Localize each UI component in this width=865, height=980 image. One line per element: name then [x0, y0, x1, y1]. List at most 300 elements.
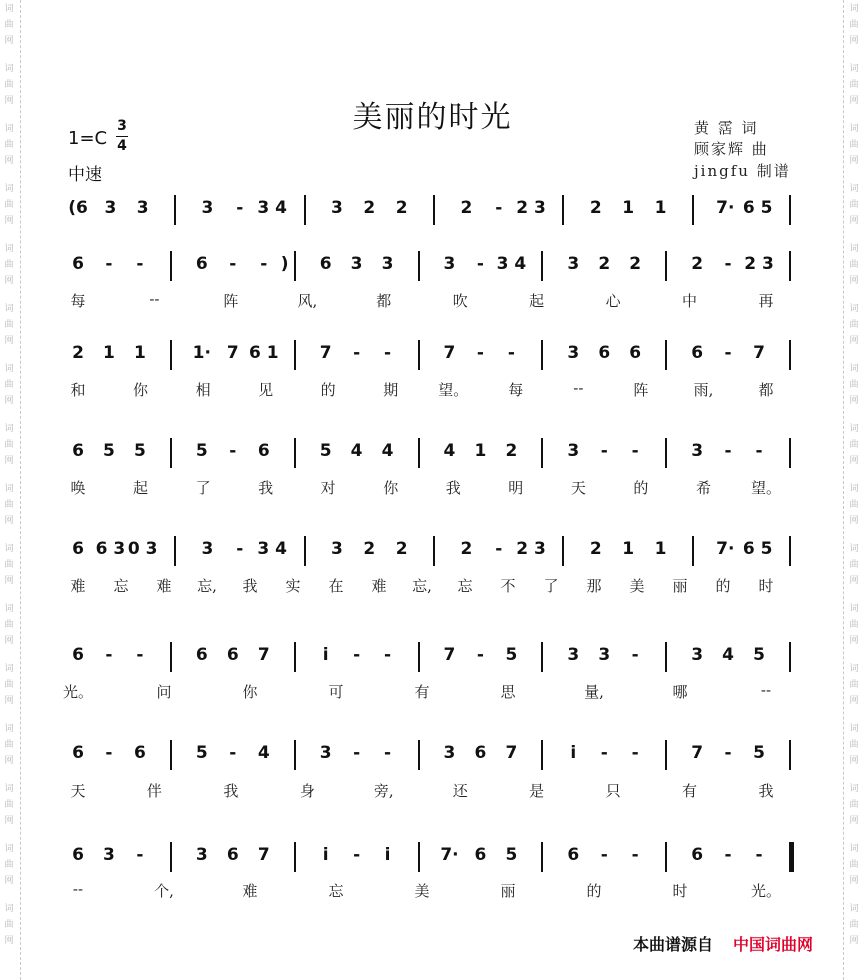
note: 3: [350, 254, 363, 274]
note: -: [476, 645, 484, 665]
note: 5: [505, 845, 518, 865]
watermark-glyph: 曲: [849, 20, 859, 30]
watermark-glyph: 曲: [4, 20, 14, 30]
watermark-glyph: 网: [849, 96, 859, 106]
watermark-glyph: 词: [4, 184, 14, 194]
watermark-glyph: 曲: [849, 500, 859, 510]
watermark-glyph: 网: [4, 456, 14, 466]
note: 6: [226, 645, 239, 665]
lyricist-credit: 黄 霑 词: [694, 119, 759, 137]
watermark-glyph: 词: [4, 544, 14, 554]
watermark-glyph: 网: [849, 756, 859, 766]
lyric: 我: [242, 577, 258, 595]
note: 6: [567, 845, 580, 865]
watermark-glyph: 词: [4, 124, 14, 134]
note: -: [495, 198, 503, 218]
watermark-glyph: 网: [4, 396, 14, 406]
barline: [294, 842, 296, 872]
note: 3: [319, 743, 332, 763]
watermark-glyph: 曲: [849, 80, 859, 90]
note: 2: [589, 198, 602, 218]
watermark-glyph: 曲: [849, 920, 859, 930]
lyric: 还: [452, 782, 468, 800]
note: i: [322, 645, 329, 665]
note: i: [384, 845, 391, 865]
note: 3: [567, 254, 580, 274]
site-link[interactable]: 中国词曲网: [733, 935, 814, 954]
note: 2 3: [516, 539, 546, 559]
note: 6: [629, 343, 642, 363]
lyric: --: [760, 681, 772, 699]
watermark-glyph: 网: [849, 156, 859, 166]
barline: [294, 642, 296, 672]
note: 4: [350, 441, 363, 461]
barline: [170, 740, 172, 770]
watermark-glyph: 曲: [4, 800, 14, 810]
tempo-marking: 中速: [68, 165, 102, 185]
note: 1: [654, 198, 667, 218]
note: 3: [103, 845, 115, 865]
watermark-glyph: 网: [4, 96, 14, 106]
note: 3: [567, 441, 580, 461]
note: -: [631, 441, 639, 461]
watermark-glyph: 网: [4, 216, 14, 226]
note: 5: [753, 645, 765, 665]
lyric: 只: [605, 782, 621, 800]
note: 4: [443, 441, 456, 461]
barline: [294, 340, 296, 370]
note: 1: [133, 343, 146, 363]
watermark-glyph: 网: [849, 696, 859, 706]
note: -: [236, 539, 244, 559]
watermark-glyph: 网: [849, 576, 859, 586]
barline: [665, 438, 667, 468]
lyric: 难: [70, 577, 86, 595]
note: 3: [443, 254, 456, 274]
barline: [562, 195, 564, 225]
note: 2: [363, 198, 376, 218]
note: 3: [443, 743, 456, 763]
note: -: [631, 645, 639, 665]
barline: [789, 195, 791, 225]
lyric: 起: [529, 292, 545, 310]
watermark-glyph: 词: [849, 304, 859, 314]
note: 3: [567, 645, 580, 665]
note: 6 3: [95, 539, 126, 559]
note: -: [384, 645, 392, 665]
lyric: 忘: [328, 882, 344, 900]
note: 5: [195, 441, 208, 461]
watermark-glyph: 曲: [849, 200, 859, 210]
barline: [665, 340, 667, 370]
note: i: [322, 845, 329, 865]
barline: [541, 842, 543, 872]
lyric: 身: [299, 782, 315, 800]
watermark-glyph: 曲: [849, 620, 859, 630]
note: -: [136, 645, 144, 665]
barline: [541, 340, 543, 370]
barline: [170, 842, 172, 872]
note: 7·: [716, 198, 735, 218]
note: 7: [226, 343, 239, 363]
source-footer: [633, 932, 813, 955]
lyric: 起: [133, 479, 149, 497]
key-signature: 1=C: [68, 128, 108, 149]
lyric: 难: [242, 882, 258, 900]
note: 3 4: [496, 254, 527, 274]
barline: [789, 740, 791, 770]
lyric: 相: [195, 381, 211, 399]
lyric: 哪: [672, 683, 688, 701]
watermark-glyph: 曲: [4, 380, 14, 390]
barline: [692, 536, 694, 566]
note: 6: [319, 254, 332, 274]
barline: [418, 842, 420, 872]
barline: [692, 195, 694, 225]
note: -: [353, 645, 361, 665]
lyric: 望。: [438, 381, 469, 399]
lyric: 天: [570, 479, 586, 497]
lyric: 雨,: [693, 381, 714, 399]
watermark-glyph: 曲: [4, 440, 14, 450]
note: -: [353, 845, 361, 865]
note: -: [724, 441, 732, 461]
watermark-glyph: 词: [849, 604, 859, 614]
lyric: 是: [529, 782, 545, 800]
time-signature-bottom: 4: [117, 138, 127, 154]
watermark-glyph: 词: [4, 304, 14, 314]
barline: [294, 740, 296, 770]
watermark-glyph: 曲: [4, 320, 14, 330]
note: 6: [226, 845, 239, 865]
watermark-glyph: 曲: [4, 740, 14, 750]
watermark-glyph: 网: [849, 36, 859, 46]
note: 3: [330, 198, 343, 218]
barline: [418, 438, 420, 468]
note: 2: [589, 539, 602, 559]
note: -: [229, 254, 237, 274]
note: 5: [133, 441, 146, 461]
watermark-glyph: 网: [849, 396, 859, 406]
note: -: [236, 198, 244, 218]
watermark-glyph: 网: [849, 816, 859, 826]
watermark-glyph: 网: [4, 636, 14, 646]
lyric: 见: [258, 381, 274, 399]
note: 1: [622, 198, 635, 218]
watermark-glyph: 曲: [4, 140, 14, 150]
lyric: 希: [695, 479, 711, 497]
watermark-glyph: 词: [4, 244, 14, 254]
note: 4: [381, 441, 394, 461]
lyric: 每: [70, 292, 86, 310]
note: 6: [691, 845, 704, 865]
note: 7: [505, 743, 518, 763]
watermark-glyph: 曲: [4, 200, 14, 210]
barline: [562, 536, 564, 566]
barline: [789, 642, 791, 672]
note: 2: [460, 539, 473, 559]
note: 7: [257, 845, 270, 865]
note: 3: [330, 539, 343, 559]
note: 2: [460, 198, 473, 218]
note: 5: [319, 441, 332, 461]
lyric: 光。: [750, 882, 782, 900]
note: 3: [136, 198, 149, 218]
note: -: [495, 539, 503, 559]
barline: [541, 642, 543, 672]
lyric: 有: [414, 683, 430, 701]
lyric: 了: [195, 479, 211, 497]
note: 3 4: [257, 539, 287, 559]
note: 7: [691, 743, 704, 763]
lyric: --: [72, 880, 84, 898]
watermark-glyph: 曲: [4, 920, 14, 930]
lyric: 天: [70, 782, 86, 800]
watermark-glyph: 曲: [849, 740, 859, 750]
barline: [665, 842, 667, 872]
note: 1: [103, 343, 115, 363]
lyric: 忘: [457, 577, 473, 595]
watermark-glyph: 词: [849, 244, 859, 254]
watermark-glyph: 网: [4, 696, 14, 706]
note: 2: [691, 254, 704, 274]
watermark-glyph: 曲: [849, 260, 859, 270]
barline: [170, 438, 172, 468]
lyric: 唤: [70, 479, 86, 497]
watermark-glyph: 词: [4, 844, 14, 854]
note: 7: [753, 343, 765, 363]
note: -: [105, 743, 113, 763]
note: -: [353, 743, 361, 763]
watermark-glyph: 词: [849, 844, 859, 854]
barline: [294, 251, 296, 281]
lyric: 我: [258, 479, 274, 497]
note: 3: [104, 198, 117, 218]
note: -: [600, 743, 608, 763]
lyric: 那: [586, 577, 602, 595]
barline: [665, 251, 667, 281]
note: 6: [72, 441, 84, 461]
barline: [789, 251, 791, 281]
watermark-glyph: 网: [849, 336, 859, 346]
barline: [789, 438, 791, 468]
watermark-glyph: 网: [849, 216, 859, 226]
barline: [665, 642, 667, 672]
note: 7: [257, 645, 270, 665]
watermark-glyph: 词: [849, 784, 859, 794]
lyric: --: [573, 379, 584, 397]
lyric: 伴: [146, 782, 162, 800]
note: 6: [474, 743, 487, 763]
lyric: 忘,: [197, 577, 217, 595]
lyric: 实: [285, 577, 301, 595]
note: -: [724, 743, 732, 763]
watermark-glyph: 网: [4, 756, 14, 766]
note: 6 5: [742, 539, 773, 559]
barline: [174, 536, 176, 566]
barline: [433, 195, 435, 225]
note: 2 3: [744, 254, 774, 274]
lyric: --: [149, 290, 160, 308]
note: -: [384, 343, 392, 363]
note: 3: [201, 198, 214, 218]
watermark-glyph: 网: [4, 576, 14, 586]
watermark-glyph: 曲: [4, 560, 14, 570]
lyric: 每: [508, 381, 524, 399]
lyric: 阵: [633, 381, 649, 399]
note: 2: [72, 343, 84, 363]
watermark-glyph: 曲: [849, 320, 859, 330]
watermark-glyph: 词: [849, 124, 859, 134]
note: -: [260, 254, 268, 274]
composer-credit: 顾家辉 曲: [694, 140, 769, 158]
watermark-glyph: 词: [849, 484, 859, 494]
lyric: 了: [543, 577, 559, 595]
note: 7: [319, 343, 332, 363]
watermark-glyph: 曲: [849, 680, 859, 690]
lyric: 时: [758, 577, 774, 595]
watermark-glyph: 曲: [849, 800, 859, 810]
barline: [418, 740, 420, 770]
watermark-glyph: 词: [4, 64, 14, 74]
note: 3 4: [257, 198, 287, 218]
barline: [418, 642, 420, 672]
watermark-glyph: 词: [4, 904, 14, 914]
lyric: 心: [605, 292, 621, 310]
lyric: 期: [383, 381, 399, 399]
note: -: [229, 441, 237, 461]
barline: [789, 340, 791, 370]
watermark-glyph: 网: [849, 936, 859, 946]
note: 1·: [192, 343, 211, 363]
lyric: 在: [328, 577, 344, 595]
note: 2: [395, 198, 408, 218]
lyric: 再: [758, 292, 774, 310]
note: -: [631, 845, 639, 865]
lyric: 思: [500, 683, 516, 701]
note: i: [570, 743, 577, 763]
note: 3: [598, 645, 611, 665]
lyric: 难: [156, 577, 172, 595]
watermark-glyph: 曲: [849, 140, 859, 150]
lyric: 时: [672, 882, 688, 900]
barline: [418, 251, 420, 281]
watermark-glyph: 词: [4, 364, 14, 374]
lyric: 可: [328, 683, 344, 701]
lyric: 个,: [154, 882, 174, 900]
note: -: [476, 343, 484, 363]
watermark-glyph: 网: [849, 636, 859, 646]
source-label: 本曲谱源自: [633, 935, 714, 954]
note: -: [136, 254, 144, 274]
note: 6: [72, 743, 84, 763]
watermark-glyph: 网: [849, 276, 859, 286]
note: 2: [505, 441, 518, 461]
watermark-glyph: 曲: [4, 260, 14, 270]
note: 6: [195, 645, 208, 665]
lyric: 对: [320, 479, 336, 497]
barline: [789, 536, 791, 566]
watermark-glyph: 词: [849, 724, 859, 734]
lyric: 丽: [500, 882, 516, 900]
note: 1: [622, 539, 635, 559]
barline: [418, 340, 420, 370]
lyric: 和: [70, 381, 86, 399]
lyric: 量,: [584, 683, 604, 701]
watermark-glyph: 词: [4, 484, 14, 494]
final-barline: [789, 842, 794, 872]
watermark-glyph: 词: [849, 664, 859, 674]
note: -: [105, 645, 113, 665]
lyric: 的: [633, 479, 649, 497]
note: 6: [72, 645, 84, 665]
watermark-glyph: 词: [849, 4, 859, 14]
note: 6: [72, 254, 84, 274]
lyric: 都: [758, 381, 774, 399]
watermark-glyph: 词: [4, 604, 14, 614]
lyric: 忘: [113, 577, 129, 595]
watermark-glyph: 词: [849, 424, 859, 434]
lyric: 美: [629, 577, 645, 595]
watermark-glyph: 曲: [4, 80, 14, 90]
barline: [170, 251, 172, 281]
note: 3: [195, 845, 208, 865]
note: -: [724, 343, 732, 363]
note: 2: [395, 539, 408, 559]
lyric: 中: [682, 292, 698, 310]
note: 6: [691, 343, 704, 363]
note: 7·: [716, 539, 735, 559]
watermark-glyph: 词: [4, 724, 14, 734]
note: -: [600, 845, 608, 865]
watermark-glyph: 词: [849, 904, 859, 914]
watermark-glyph: 词: [849, 184, 859, 194]
watermark-glyph: 网: [849, 516, 859, 526]
note: 5: [103, 441, 115, 461]
note: -: [476, 254, 484, 274]
note: 3: [691, 645, 704, 665]
barline: [541, 740, 543, 770]
watermark-glyph: 曲: [4, 680, 14, 690]
lyric: 有: [682, 782, 698, 800]
note: 5: [505, 645, 518, 665]
note: -: [755, 441, 763, 461]
note: -: [631, 743, 639, 763]
watermark-glyph: 曲: [849, 860, 859, 870]
note: 1: [654, 539, 667, 559]
watermark-glyph: 曲: [4, 620, 14, 630]
lyric: 不: [500, 577, 516, 595]
barline: [665, 740, 667, 770]
time-signature-top: 3: [117, 118, 127, 134]
note: 2: [629, 254, 642, 274]
lyric: 你: [242, 683, 258, 701]
lyric: 阵: [223, 292, 239, 310]
lyric: 旁,: [373, 782, 394, 800]
note: 4: [722, 645, 734, 665]
watermark-glyph: 网: [4, 276, 14, 286]
lyric: 我: [758, 782, 774, 800]
lyric: 明: [508, 479, 524, 497]
note: 6: [257, 441, 270, 461]
note: (6: [68, 198, 88, 218]
watermark-glyph: 曲: [4, 500, 14, 510]
lyric: 都: [376, 292, 392, 310]
barline: [541, 251, 543, 281]
transcriber-credit: jingfu 制谱: [694, 162, 791, 180]
watermark-glyph: 词: [849, 544, 859, 554]
note: -: [724, 254, 732, 274]
